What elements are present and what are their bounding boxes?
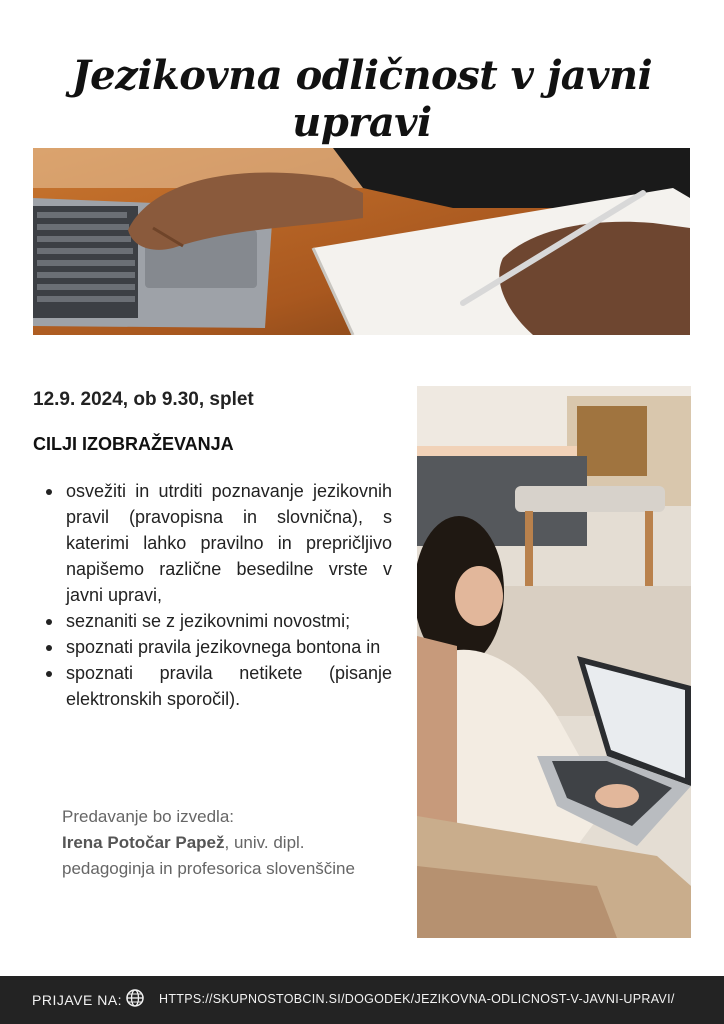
- lecturer-info: [62, 804, 362, 882]
- registration-label: PRIJAVE NA:: [32, 992, 123, 1008]
- lecturer-details: [62, 830, 362, 882]
- footer-bar: [0, 976, 724, 1024]
- list-item: seznaniti se z jezikovnimi novostmi;: [46, 608, 392, 634]
- goals-heading: CILJI IZOBRAŽEVANJA: [33, 434, 234, 454]
- lecturer-name: Irena Potočar Papež: [62, 833, 225, 852]
- laptop-notebook-photo: [33, 148, 690, 335]
- registration-link[interactable]: HTTPS://SKUPNOSTOBCIN.SI/DOGODEK/JEZIKOVNA-ODLICNOST-V-JAVNI-UPRAVI/: [159, 992, 675, 1006]
- lecturer-credentials: , univ. dipl. pedagoginja in profesorica slovenščine: [62, 833, 355, 878]
- globe-icon: [126, 989, 144, 1007]
- goals-list: [46, 478, 392, 712]
- list-item: spoznati pravila netikete (pisanje elektronskih sporočil).: [46, 660, 392, 712]
- page-title: Jezikovna odličnost v javni upravi: [71, 52, 653, 146]
- event-date: 12.9. 2024, ob 9.30, splet: [33, 389, 254, 410]
- list-item: spoznati pravila jezikovnega bontona in: [46, 634, 392, 660]
- list-item: osvežiti in utrditi poznavanje jezikovnih pravil (pravopisna in slovnična), s katerimi lahko pravilno in prepričljivo napišemo različne besedilne vrste v javni upravi,: [46, 478, 392, 608]
- woman-laptop-photo: [417, 386, 691, 938]
- lecturer-intro: Predavanje bo izvedla:: [62, 807, 235, 826]
